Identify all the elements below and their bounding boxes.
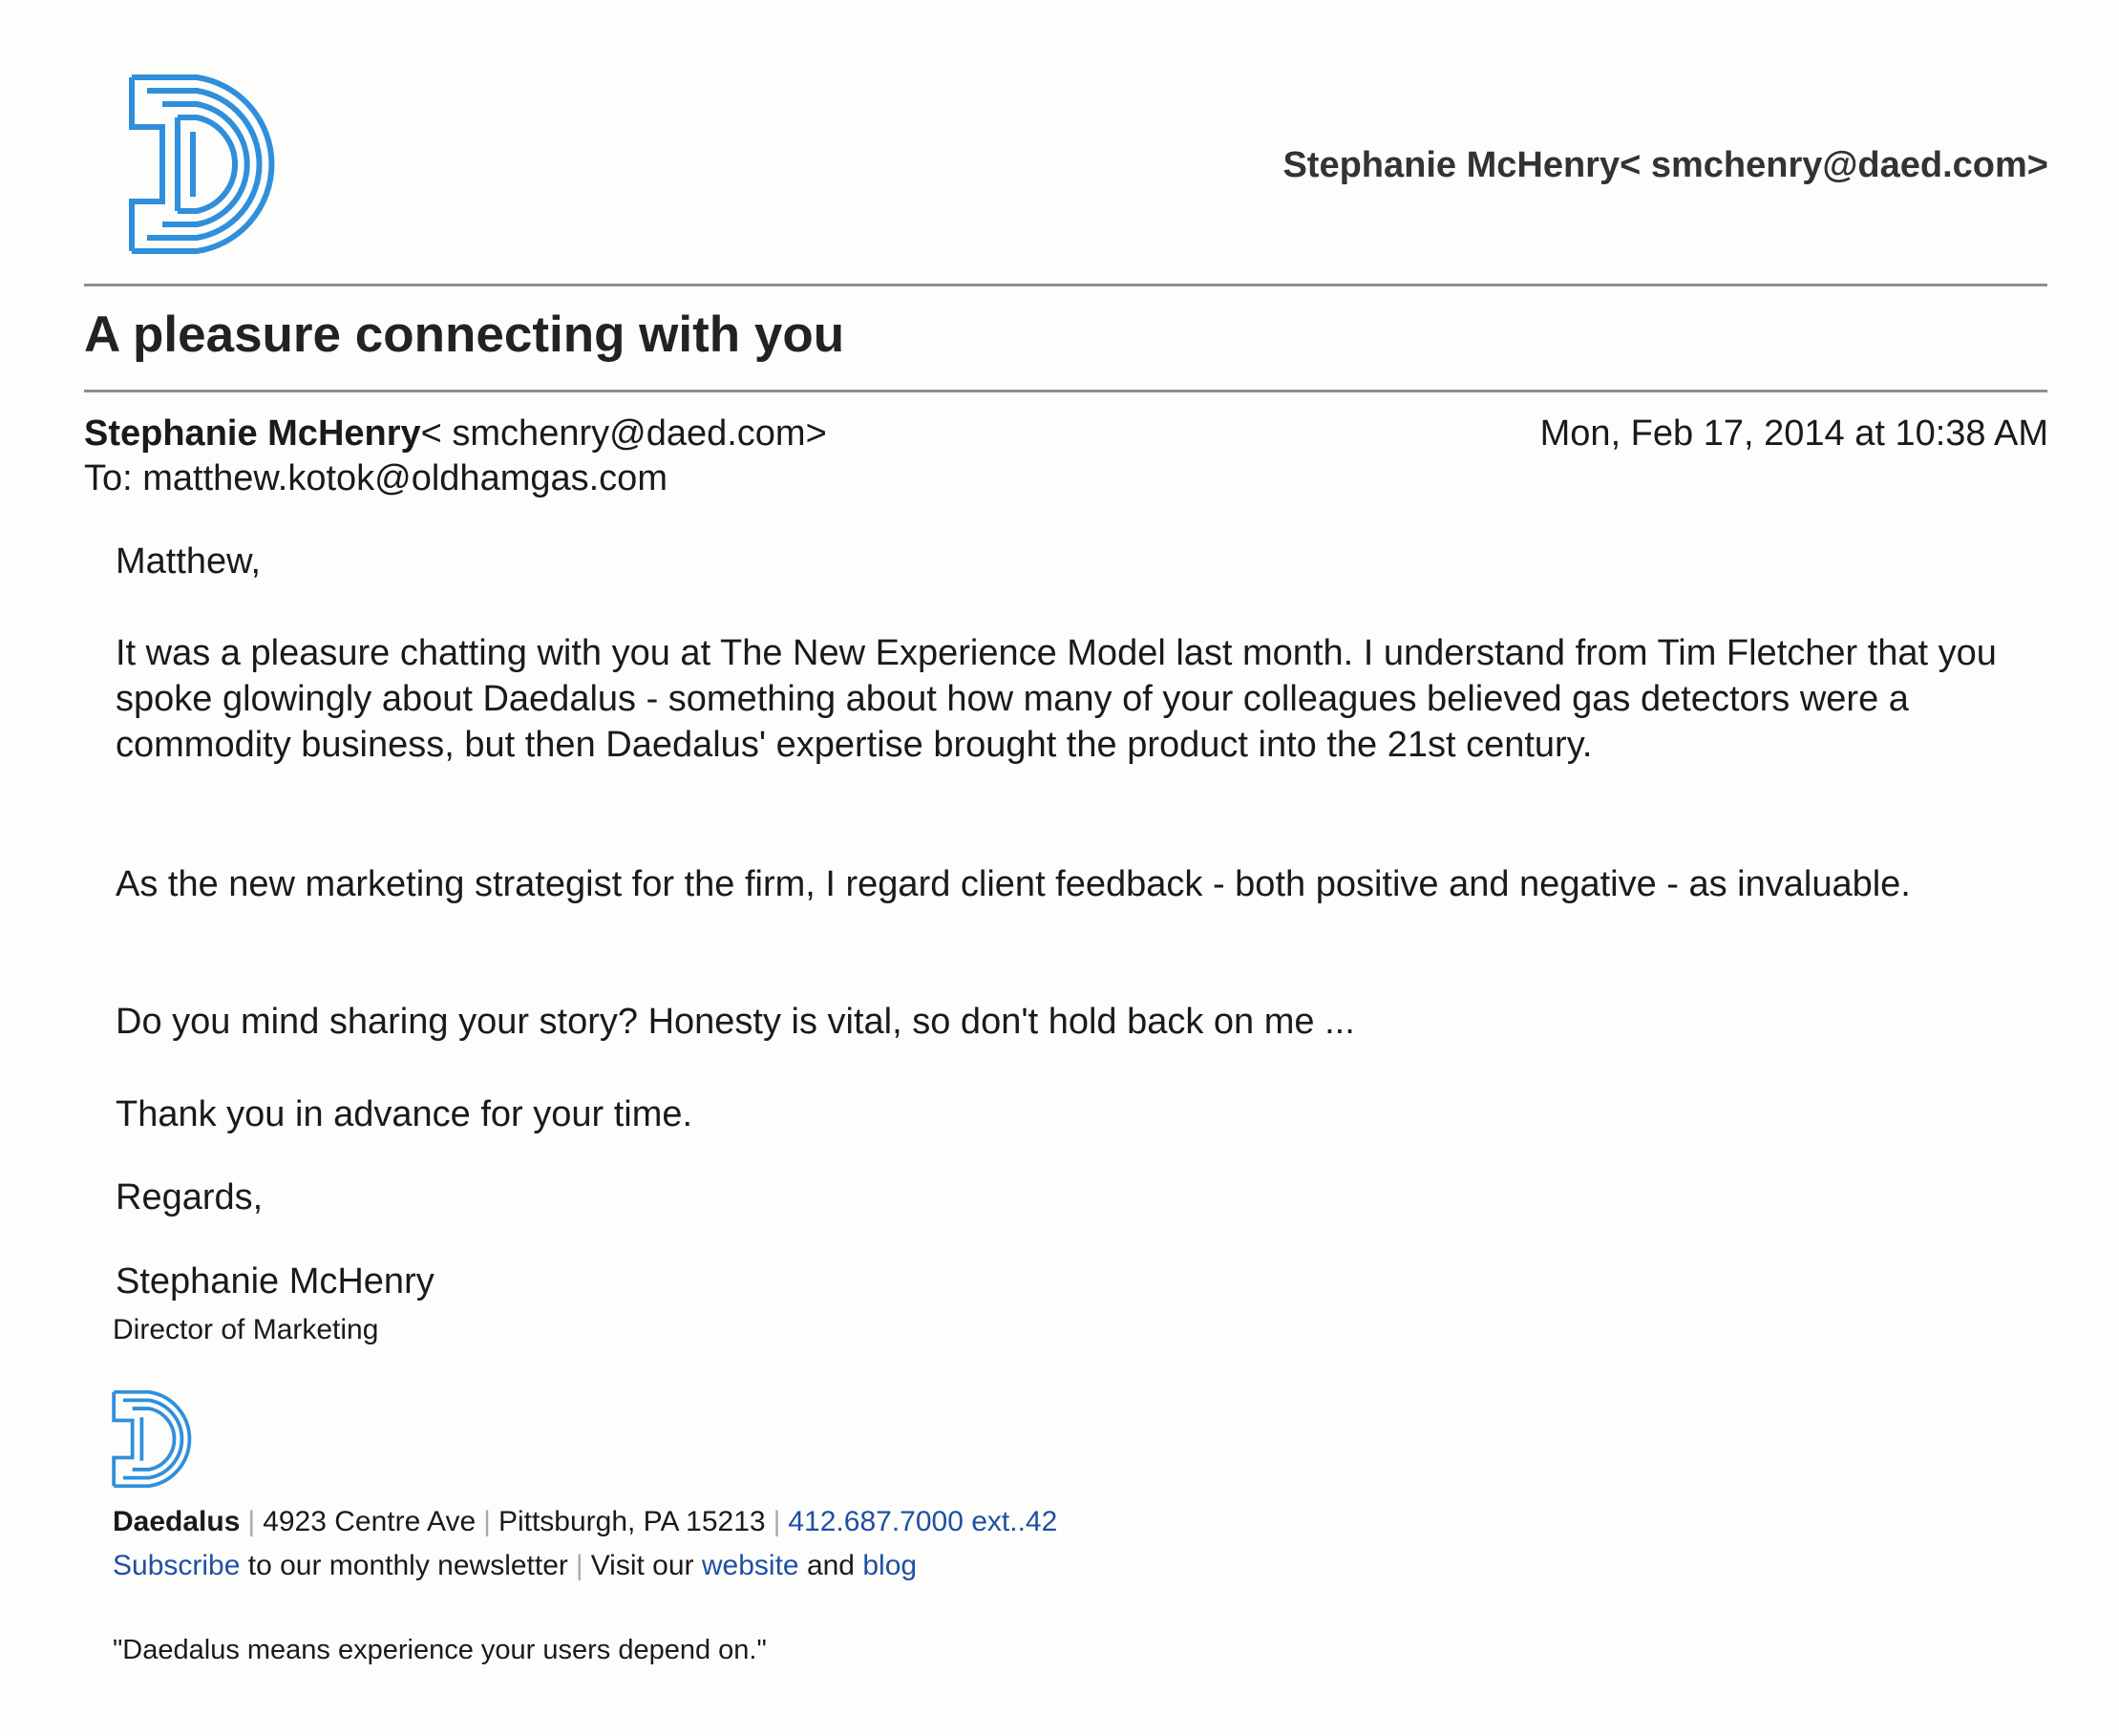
blog-link[interactable]: blog [862, 1550, 918, 1581]
subscribe-link[interactable]: Subscribe [113, 1550, 241, 1581]
footer-city: Pittsburgh, PA 15213 [498, 1506, 766, 1537]
daedalus-signature-logo-icon [112, 1390, 200, 1488]
header-sender-account: Stephanie McHenry< smchenry@daed.com> [1282, 145, 2048, 185]
separator: | [575, 1550, 583, 1581]
footer-address: 4923 Centre Ave [263, 1506, 477, 1537]
header-divider [84, 284, 2047, 286]
subject-divider [84, 390, 2047, 392]
footer-company: Daedalus [113, 1506, 241, 1537]
email-paragraph: Thank you in advance for your time. [116, 1094, 693, 1134]
separator: | [483, 1506, 491, 1537]
footer-phone-link[interactable]: 412.687.7000 ext..42 [788, 1506, 1058, 1537]
email-closing: Regards, [116, 1177, 264, 1217]
email-date: Mon, Feb 17, 2014 at 10:38 AM [1539, 413, 2048, 454]
email-paragraph: As the new marketing strategist for the firm, I regard client feedback - both positive and negative - as invaluable. [116, 864, 1911, 904]
daedalus-logo-icon [128, 74, 290, 254]
email-paragraph: It was a pleasure chatting with you at The New Experience Model last month. I understand from Tim Fletcher that you spoke glowingly about Daedalus - something about how many of your colleagues believed gas detectors were a commodity business, but then Daedalus' expertise brought the product into the 21st century. [116, 633, 1997, 765]
signature-name: Stephanie McHenry [116, 1261, 434, 1302]
separator: | [247, 1506, 256, 1537]
signature-title: Director of Marketing [113, 1314, 379, 1345]
email-subject: A pleasure connecting with you [84, 307, 845, 363]
footer-links-line [113, 1550, 917, 1582]
email-greeting: Matthew, [116, 541, 262, 582]
newsletter-text: to our monthly newsletter [247, 1550, 568, 1581]
from-name: Stephanie McHenry [84, 413, 421, 454]
footer-tagline: "Daedalus means experience your users depend on." [113, 1635, 767, 1665]
separator: | [773, 1506, 781, 1537]
email-paragraph: Do you mind sharing your story? Honesty is vital, so don't hold back on me ... [116, 1002, 1355, 1042]
to-line: To: matthew.kotok@oldhamgas.com [84, 458, 667, 498]
footer-contact-line [113, 1506, 1057, 1538]
visit-text: Visit our [590, 1550, 694, 1581]
from-line [84, 413, 827, 455]
from-email: < smchenry@daed.com> [420, 413, 827, 454]
and-text: and [806, 1550, 855, 1581]
website-link[interactable]: website [701, 1550, 799, 1581]
